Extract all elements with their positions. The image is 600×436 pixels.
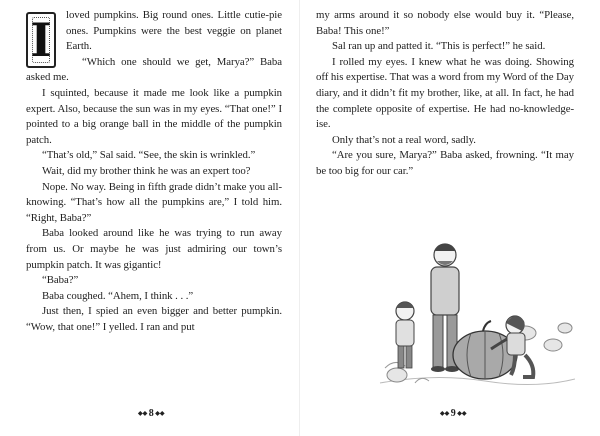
paragraph: Only that’s not a real word, sadly. — [332, 133, 476, 146]
page-number-text: 9 — [450, 408, 456, 419]
paragraph: Baba looked around like he was trying to run away from us. Or maybe he was just admiring our town’s pumpkin patch. It was gigantic! — [26, 227, 282, 271]
paragraph: Baba coughed. “Ahem, I think . . .” — [42, 289, 194, 302]
drop-cap-box — [26, 12, 56, 68]
paragraph: Nope. No way. Being in fifth grade didn’t make you all-knowing. “That’s how all the pumpkins are,” I told him. “Right, Baba?” — [26, 180, 282, 224]
folio-ornament: ◆◆ — [440, 411, 451, 418]
paragraph: I rolled my eyes. I knew what he was doing. Showing off his expertise. That was a word from my Word of the Day diary, and it didn’t fit my brother, like, at all. In fact, he had the complete opposite of expertise. He had no-knowledge-ise. — [316, 55, 574, 131]
page-number-right — [440, 408, 466, 419]
boy-figure — [396, 302, 414, 368]
paragraph: loved pumpkins. Big round ones. Little cutie-pie ones. Pumpkins were the best veggie on planet Earth. — [66, 9, 282, 53]
paragraph: my arms around it so nobody else would buy it. “Please, Baba! This one!” — [316, 9, 574, 37]
paragraph: “Are you sure, Marya?” Baba asked, frowning. “It may be too big for our car.” — [316, 149, 574, 177]
paragraph: “Which one should we get, Marya?” Baba asked me. — [26, 55, 282, 84]
pumpkin-patch-illustration — [375, 233, 575, 403]
left-page-text — [26, 8, 282, 335]
folio-ornament: ◆◆ — [138, 411, 149, 418]
paragraph: I squinted, because it made me look like a pumpkin expert. Also, because the sun was in my eyes. “That one!” I pointed to a big orange ball in the middle of the pumpkin patch. — [26, 86, 282, 146]
paragraph: “That’s old,” Sal said. “See, the skin is wrinkled.” — [42, 149, 256, 162]
page-number-left — [138, 408, 164, 419]
page-number-text: 8 — [148, 408, 154, 419]
paragraph: Sal ran up and patted it. “This is perfect!” he said. — [332, 40, 546, 53]
right-page — [300, 0, 600, 436]
drop-cap-letter: I — [30, 13, 52, 67]
paragraph: “Baba?” — [42, 274, 79, 287]
folio-ornament: ◆◆ — [153, 411, 165, 418]
paragraph: Wait, did my brother think he was an expert too? — [42, 164, 251, 177]
paragraph: Just then, I spied an even bigger and better pumpkin. “Wow, that one!” I yelled. I ran and put — [26, 305, 282, 333]
right-page-text — [316, 8, 574, 180]
folio-ornament: ◆◆ — [455, 411, 467, 418]
